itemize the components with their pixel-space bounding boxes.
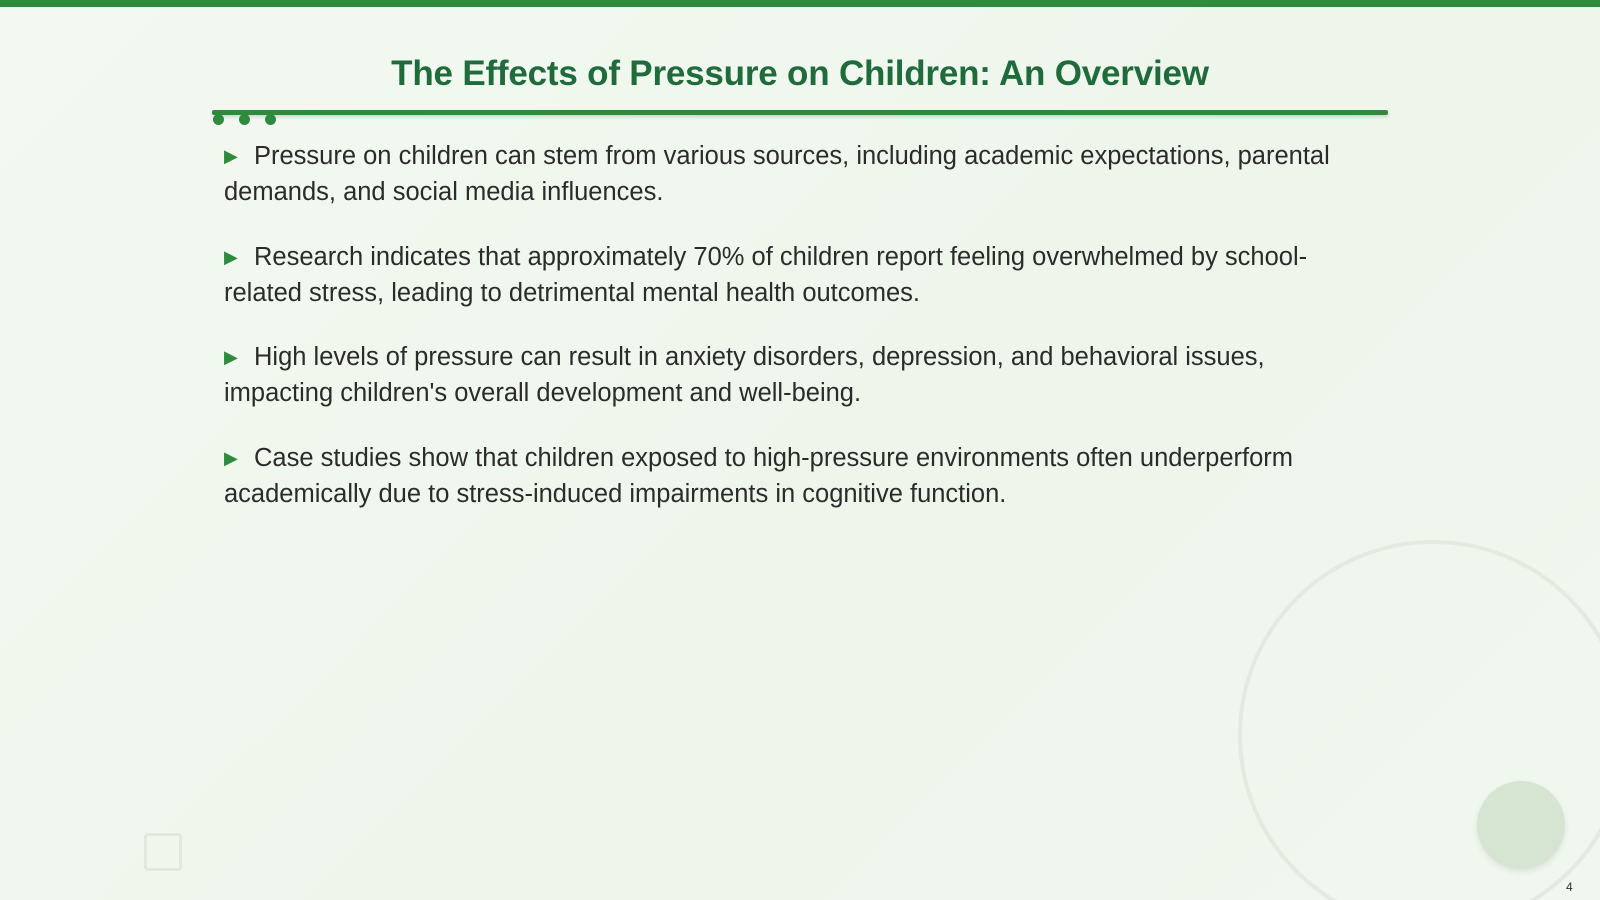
page-number: 4	[1566, 880, 1573, 894]
decorative-dot	[265, 114, 276, 125]
bullet-item	[224, 239, 1344, 311]
bullet-text: Case studies show that children exposed to high-pressure environments often underperform academically due to stress-induced impairments in cognitive function.	[224, 443, 1293, 508]
bullet-item	[224, 440, 1344, 512]
bullet-item	[224, 339, 1344, 411]
decorative-circle	[1477, 781, 1565, 869]
top-accent-bar	[0, 0, 1600, 7]
triangle-bullet-icon: ▶	[224, 447, 238, 468]
decorative-dot	[213, 114, 224, 125]
bullet-item	[224, 138, 1344, 210]
triangle-bullet-icon: ▶	[224, 347, 238, 367]
triangle-bullet-icon: ▶	[224, 146, 238, 166]
bullet-text: Pressure on children can stem from various sources, including academic expectations, parental demands, and social media influences.	[224, 142, 1330, 206]
bullet-text: Research indicates that approximately 70% of children report feeling overwhelmed by school-related stress, leading to detrimental mental health outcomes.	[224, 242, 1308, 307]
triangle-bullet-icon: ▶	[224, 246, 238, 267]
slide-title: The Effects of Pressure on Children: An Overview	[391, 54, 1209, 93]
decorative-square	[144, 833, 182, 871]
bullet-text: High levels of pressure can result in anxiety disorders, depression, and behavioral issues, impacting children's overall development and well-being.	[224, 343, 1265, 407]
title-underline	[212, 110, 1388, 115]
bullet-list	[224, 138, 1344, 540]
decorative-dot	[239, 114, 250, 125]
